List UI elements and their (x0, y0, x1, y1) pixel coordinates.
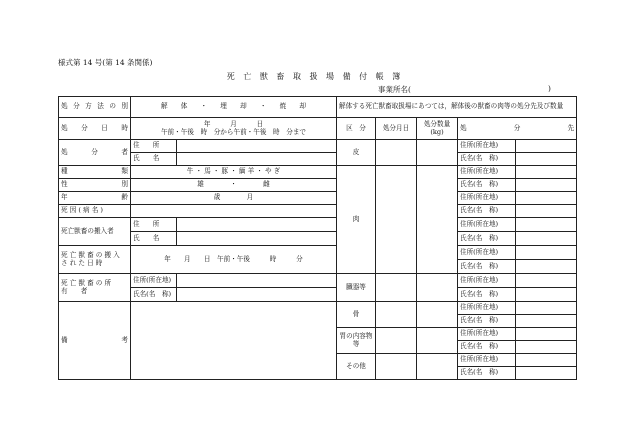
col-header-month: 処分月日 (376, 118, 417, 140)
dest-name-label: 氏名(名 称) (458, 315, 516, 328)
category-meat: 肉 (337, 166, 376, 274)
category-stomach: 胃の内容物等 (337, 328, 376, 354)
stomach-month-input[interactable] (376, 328, 417, 354)
transporter-name-input[interactable] (177, 232, 337, 246)
species-options[interactable]: 牛 ・ 馬 ・ 豚 ・ 緬 羊 ・ や ぎ (131, 166, 337, 179)
other-qty-input[interactable] (417, 354, 458, 380)
category-organs: 臓器等 (337, 274, 376, 302)
col-header-qty: 処分数量 (kg) (417, 118, 458, 140)
transporter-label: 死亡獣畜の搬入者 (59, 218, 131, 246)
other-month-input[interactable] (376, 354, 417, 380)
category-hide: 皮 (337, 140, 376, 166)
office-name-close: ) (548, 84, 551, 93)
age-label: 年 齢 (59, 192, 131, 205)
owner-address-label: 住所(所在地) (131, 274, 177, 288)
species-label: 種 類 (59, 166, 131, 179)
dest-name-input[interactable] (516, 367, 577, 380)
carried-in-date-label: 死 亡 獣 畜 の 搬 入 さ れ た 日 時 (59, 246, 131, 274)
dest-name-label: 氏名(名 称) (458, 288, 516, 302)
organs-qty-input[interactable] (417, 274, 458, 302)
method-label: 処 分 方 法 の 別 (59, 97, 131, 118)
dest-name-input[interactable] (516, 315, 577, 328)
owner-label: 死 亡 獣 畜 の 所 有 者 (59, 274, 131, 302)
office-name-label: 事業所名( (378, 85, 411, 94)
sex-label: 性 別 (59, 179, 131, 192)
dest-name-input[interactable] (516, 288, 577, 302)
cause-input[interactable] (131, 205, 337, 218)
dest-address-input[interactable] (516, 192, 577, 205)
disposer-address-input[interactable] (177, 140, 337, 153)
disposer-name-input[interactable] (177, 153, 337, 166)
dest-address-label: 住所(所在地) (458, 354, 516, 367)
dest-name-label: 氏名(名 称) (458, 179, 516, 192)
dest-address-input[interactable] (516, 218, 577, 232)
age-options[interactable]: 歳 月 (131, 192, 337, 205)
disposer-name-label: 氏 名 (131, 153, 177, 166)
transporter-name-label: 氏 名 (131, 232, 177, 246)
dest-name-label: 氏名(名 称) (458, 205, 516, 218)
office-name-field (378, 84, 551, 95)
carried-in-date-field[interactable]: 年 月 日 午前・午後 時 分 (131, 246, 337, 274)
dest-name-label: 氏名(名 称) (458, 260, 516, 274)
dest-name-label: 氏名(名 称) (458, 232, 516, 246)
bone-month-input[interactable] (376, 302, 417, 328)
right-intro: 解体する死亡獣畜取扱場にあつては，解体後の獣畜の肉等の処分先及び数量 (337, 97, 577, 118)
transporter-address-label: 住 所 (131, 218, 177, 232)
dest-name-input[interactable] (516, 205, 577, 218)
dest-address-input[interactable] (516, 166, 577, 179)
category-bone: 骨 (337, 302, 376, 328)
col-header-category: 区 分 (337, 118, 376, 140)
cause-label: 死 因 ( 病 名 ) (59, 205, 131, 218)
dest-address-input[interactable] (516, 246, 577, 260)
dest-name-input[interactable] (516, 232, 577, 246)
dest-name-input[interactable] (516, 341, 577, 354)
hide-month-input[interactable] (376, 140, 417, 166)
remarks-input[interactable] (131, 302, 337, 380)
dest-address-label: 住所(所在地) (458, 302, 516, 315)
dest-name-label: 氏名(名 称) (458, 341, 516, 354)
dest-address-label: 住所(所在地) (458, 192, 516, 205)
dest-address-input[interactable] (516, 274, 577, 288)
document-title: 死 亡 獣 畜 取 扱 場 備 付 帳 簿 (226, 72, 404, 81)
dest-address-label: 住所(所在地) (458, 328, 516, 341)
col-header-destination: 処 分 先 (458, 118, 577, 140)
hide-qty-input[interactable] (417, 140, 458, 166)
owner-name-label: 氏名(名 称) (131, 288, 177, 302)
owner-address-input[interactable] (177, 274, 337, 288)
dest-name-input[interactable] (516, 260, 577, 274)
dest-address-input[interactable] (516, 354, 577, 367)
meat-qty-input[interactable] (417, 166, 458, 274)
disposer-label: 処 分 者 (59, 140, 131, 166)
disposal-date-line2: 午前・午後 時 分から午前・午後 時 分まで (160, 127, 307, 136)
stomach-qty-input[interactable] (417, 328, 458, 354)
disposal-date-field[interactable] (131, 118, 337, 140)
bone-qty-input[interactable] (417, 302, 458, 328)
dest-name-input[interactable] (516, 179, 577, 192)
sex-options[interactable]: 雄 ・ 雌 (131, 179, 337, 192)
dest-address-label: 住所(所在地) (458, 218, 516, 232)
dest-address-input[interactable] (516, 140, 577, 153)
dest-address-label: 住所(所在地) (458, 274, 516, 288)
form-number-label: 様式第 14 号(第 14 条関係) (58, 58, 153, 67)
ledger-table (58, 96, 577, 380)
category-other: その他 (337, 354, 376, 380)
dest-name-label: 氏名(名 称) (458, 367, 516, 380)
owner-name-input[interactable] (177, 288, 337, 302)
method-options[interactable]: 解 体 ・ 埋 却 ・ 焼 却 (131, 97, 337, 118)
dest-address-label: 住所(所在地) (458, 140, 516, 153)
remarks-label: 備 考 (59, 302, 131, 380)
meat-month-input[interactable] (376, 166, 417, 274)
dest-address-label: 住所(所在地) (458, 166, 516, 179)
dest-address-input[interactable] (516, 302, 577, 315)
organs-month-input[interactable] (376, 274, 417, 302)
disposal-date-label: 処 分 日 時 (59, 118, 131, 140)
dest-address-label: 住所(所在地) (458, 246, 516, 260)
dest-name-label: 氏名(名 称) (458, 153, 516, 166)
dest-name-input[interactable] (516, 153, 577, 166)
disposer-address-label: 住 所 (131, 140, 177, 153)
dest-address-input[interactable] (516, 328, 577, 341)
transporter-address-input[interactable] (177, 218, 337, 232)
disposal-date-line1: 年 月 日 (203, 120, 264, 129)
